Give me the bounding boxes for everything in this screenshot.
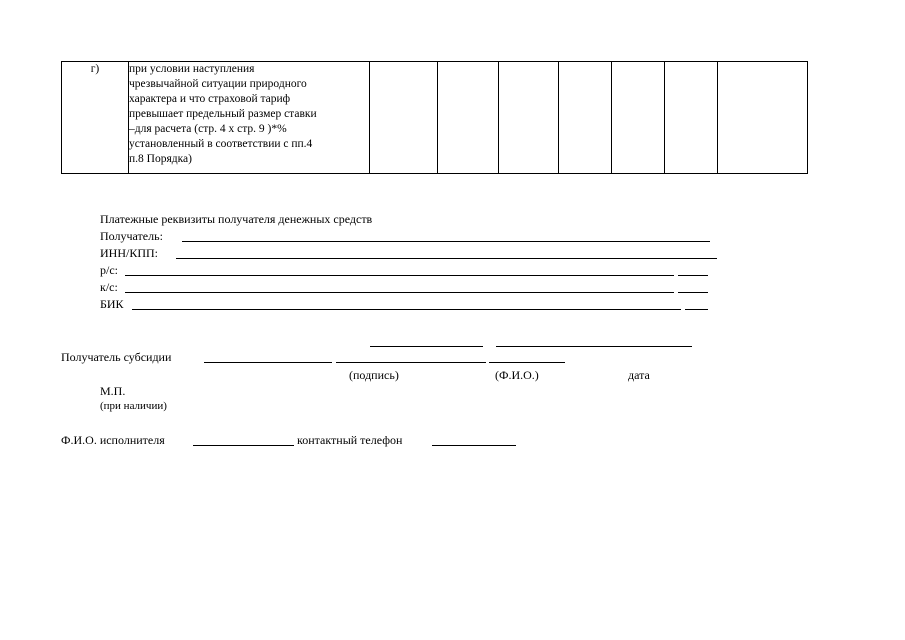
bik-label: БИК (100, 297, 124, 311)
recipient-field[interactable] (182, 241, 710, 242)
fio-field[interactable] (489, 362, 565, 363)
row-desc-line: п.8 Порядка) (129, 153, 192, 165)
table-cell[interactable] (370, 62, 438, 174)
row-desc-line: установленный в соответствии с пп.4 (129, 138, 313, 150)
row-desc-line: –для расчета (стр. 4 х стр. 9 )*% (129, 123, 287, 135)
phone-field[interactable] (432, 445, 516, 446)
executor-fio-field[interactable] (193, 445, 294, 446)
row-desc-line: характера и что страховой тариф (129, 93, 291, 105)
rs-label: р/с: (100, 263, 118, 277)
fio-top-line (496, 346, 692, 347)
row-desc-line: превышает предельный размер ставки (129, 108, 317, 120)
table-cell[interactable] (499, 62, 559, 174)
signature-field[interactable] (336, 362, 486, 363)
table-cell[interactable] (718, 62, 808, 174)
podpis-label: (подпись) (349, 368, 399, 382)
table-cell[interactable] (438, 62, 499, 174)
ks-label: к/с: (100, 280, 118, 294)
bik-field-extra[interactable] (685, 309, 708, 310)
date-label: дата (628, 368, 650, 382)
signature-top-line (370, 346, 483, 347)
row-number: г) (62, 62, 129, 174)
row-desc-line: при условии наступления (129, 63, 255, 75)
requisites-heading: Платежные реквизиты получателя денежных средств (100, 212, 373, 226)
fio-label: (Ф.И.О.) (495, 368, 539, 382)
table-cell[interactable] (612, 62, 665, 174)
ks-field[interactable] (125, 292, 674, 293)
rs-field-extra[interactable] (678, 275, 708, 276)
bik-field[interactable] (132, 309, 681, 310)
table-cell[interactable] (665, 62, 718, 174)
mp-note: (при наличии) (100, 400, 167, 412)
rs-field[interactable] (125, 275, 674, 276)
table-row (62, 62, 808, 174)
executor-fio-label: Ф.И.О. исполнителя (61, 433, 165, 447)
inn-field[interactable] (176, 258, 717, 259)
phone-label: контактный телефон (297, 433, 403, 447)
ks-field-extra[interactable] (678, 292, 708, 293)
row-description (129, 62, 370, 174)
inn-label: ИНН/КПП: (100, 246, 159, 260)
row-desc-line: чрезвычайной ситуации природного (129, 78, 307, 90)
mp-label: М.П. (100, 384, 126, 398)
subsidy-recipient-field[interactable] (204, 362, 332, 363)
indicator-table (61, 61, 808, 174)
table-cell[interactable] (559, 62, 612, 174)
recipient-label: Получатель: (100, 229, 163, 243)
subsidy-recipient-label: Получатель субсидии (61, 350, 172, 364)
